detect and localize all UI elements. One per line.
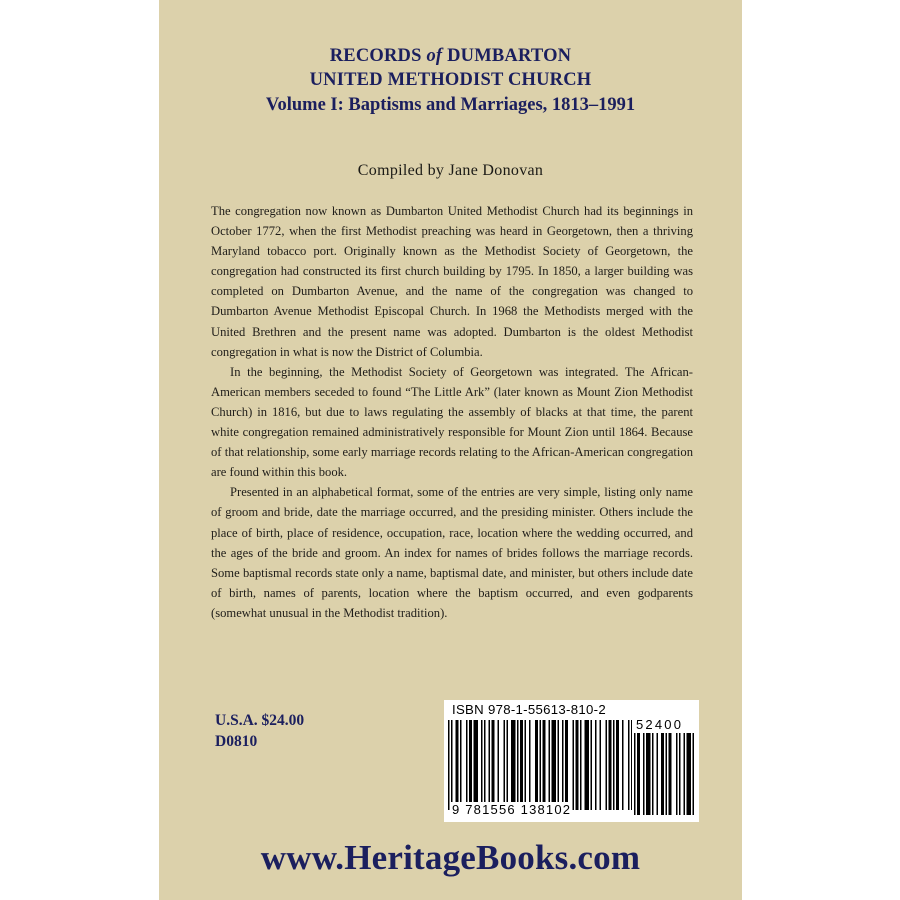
paragraph-2: In the beginning, the Methodist Society of Georgetown was integrated. The African-American members seceded to found “The Little Ark” (later known as Mount Zion Methodist Church) in 1816, but due to laws regulating the assembly of blacks at that time, the parent white congregation remained administratively responsible for Mount Zion until 1864. Because of that relationship, some early marriage records relating to the African-American congregation are found within this book. [211,364,693,480]
barcode-box [444,700,699,822]
price: U.S.A. $24.00 [215,712,305,729]
barcode-main-icon [448,720,632,810]
isbn-label: ISBN 978-1-55613-810-2 [452,702,606,717]
product-code: D0810 [215,733,258,750]
title-line-2: UNITED METHODIST CHURCH [309,70,592,90]
price-block [215,710,304,752]
back-cover [159,0,742,900]
title-records: RECORDS [329,46,422,66]
barcode-addon-digits: 52400 [636,717,684,732]
title-of: of [426,46,443,66]
title-dumbarton: DUMBARTON [447,46,572,66]
subtitle-volume: Volume I: Baptisms and Marriages, 1813–1991 [265,95,636,115]
description [211,201,693,623]
barcode-addon-icon [634,733,694,815]
title-line-1 [159,44,742,68]
compiled-by: Compiled by Jane Donovan [357,162,544,179]
paragraph-3: Presented in an alphabetical format, some of the entries are very simple, listing only name of groom and bride, date the marriage occurred, and the presiding minister. Others include the place of birth, place of residence, occupation, race, location where the wedding occurred, and the ages of the bride and groom. An index for names of brides follows the marriage records. Some baptismal records state only a name, baptismal date, and minister, but others include date of birth, names of parents, location where the baptism occurred, and even godparents (somewhat unusual in the Methodist tradition). [211,485,693,620]
title-block [159,44,742,118]
paragraph-1: The congregation now known as Dumbarton United Methodist Church had its beginnings in October 1772, when the first Methodist preaching was heard in Georgetown, then a thriving Maryland tobacco port. Originally known as the Methodist Society of Georgetown, the congregation had constructed its first church building by 1795. In 1850, a larger building was completed on Dumbarton Avenue, and the name of the congregation was changed to Dumbarton Avenue Methodist Episcopal Church. In 1968 the Methodists merged with the United Brethren and the present name was adopted. Dumbarton is the oldest Methodist congregation in what is now the District of Columbia. [211,204,693,359]
barcode-main-digits: 9 781556 138102 [452,802,572,817]
publisher-website: www.HeritageBooks.com [260,838,641,877]
